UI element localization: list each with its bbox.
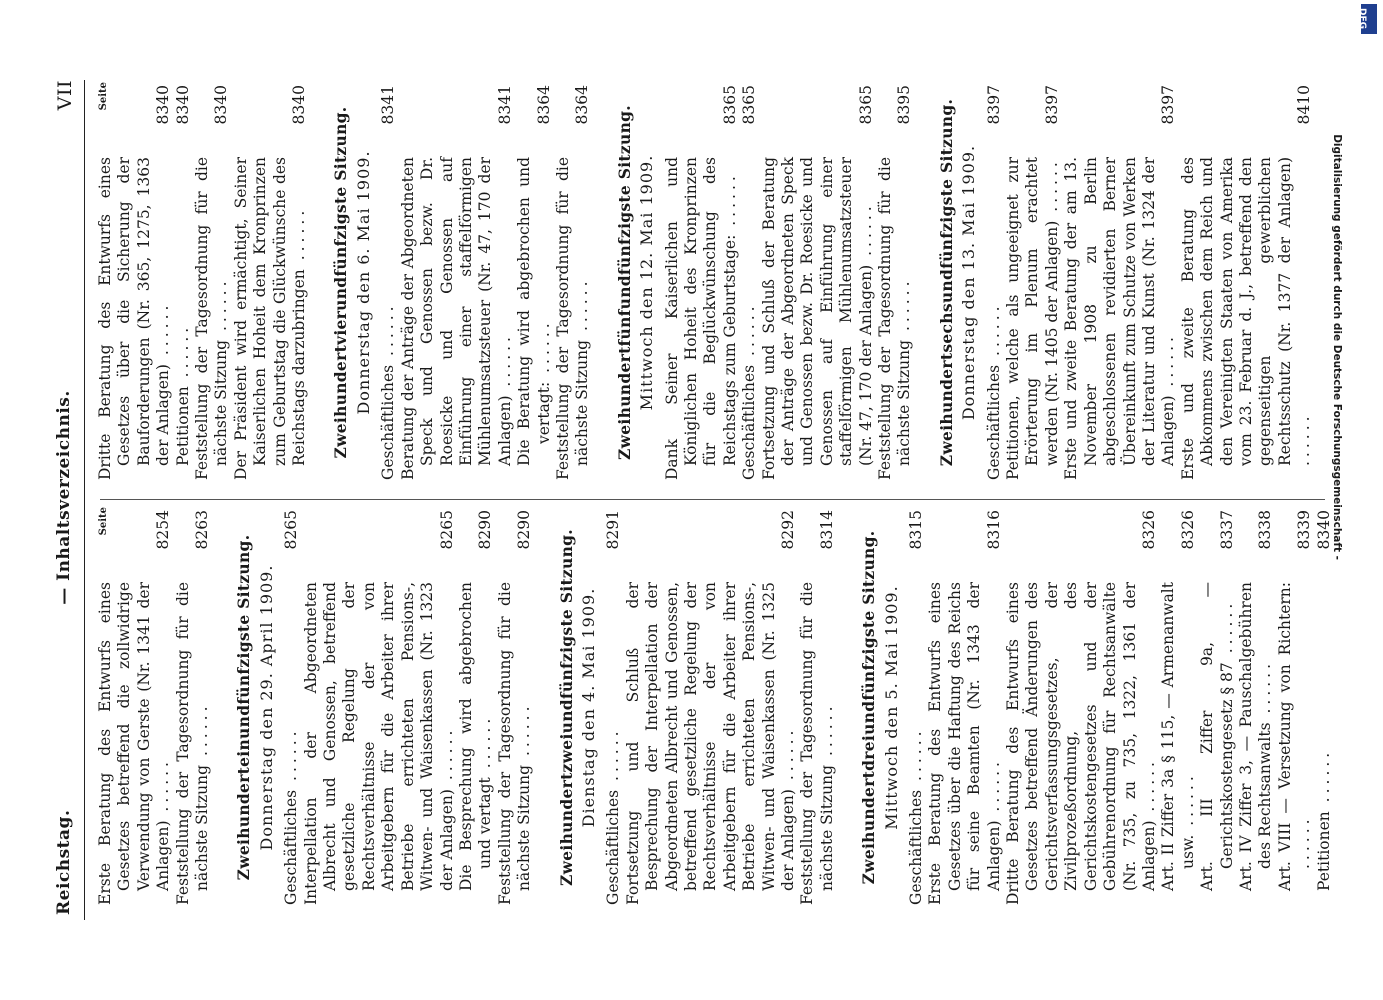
leader-dots: ...... [1217,599,1236,663]
leader-dots: ...... [573,277,592,340]
entry-text: Erste und zweite Beratung der am 13. November 1908 zu Berlin abgeschlossenen revidierten Berner Übereinkunft zum Schutze von Werken der Literatur und Kunst (Nr. 1324 der Anlagen) ...... [1062,157,1178,480]
leader-dots: ...... [154,758,173,821]
entry-page-number: 8316 [984,510,1003,550]
leader-dots: ...... [856,202,875,265]
toc-entry [798,510,837,905]
entry-text: Art. II Ziffer 3a § 115, — Armenanwalt usw. ...... [1159,582,1197,891]
session-date: Mittwoch den 5. Mai 1909. [881,585,901,830]
toc-entry [96,85,174,480]
toc-entry [282,510,301,905]
leader-dots: ...... [779,726,797,790]
entry-page-number: 8326 [1139,510,1158,550]
entry-page-number: 8340 [173,85,192,125]
session-title: Zweihundertzweiundfünfzigste Sitzung. [556,529,576,886]
toc-entry [96,510,174,905]
seite-label: Seite [98,507,109,536]
entry-page-number: 8365 [856,85,875,125]
session-title: Zweihundertdreiundfünfzigste Sitzung. [859,530,879,885]
toc-entry [379,85,398,480]
entry-page-number: 8397 [1159,85,1178,125]
entry-page-number: 8410 [1295,85,1314,125]
entry-page-number: 8397 [1042,85,1061,125]
toc-entry [1159,510,1198,905]
entry-page-number: 8364 [534,85,553,125]
entry-text: Fortsetzung und Schluß der Besprechung der Interpellation der Abgeordneten Albrecht und Genossen, betreffend gesetzliche Regelung der Rechtsverhältnisse der von Arbeitgebern für die Arbeiter ihrer Betriebe errichteten Pensions-, Witwen- und Waisenkassen (Nr. 1325 der Anlagen) ...... [623,582,797,905]
toc-entry [1004,510,1159,905]
page-number: VII [54,80,76,111]
session-date: Donnerstag den 13. Mai 1909. [959,144,979,421]
leader-dots: ...... [907,727,926,790]
entry-text: Interpellation der Abgeordneten Albrecht und Genossen, betreffend gesetzliche Regelung der Rechtsverhältnisse der von Arbeitgebern für die Arbeiter ihrer Betriebe errichteten Pensions-, Witwen- und Waisenkassen (Nr. 1323 der Anlagen) ...... [301,582,456,905]
session-date: Mittwoch den 12. Mai 1909. [637,154,657,411]
entry-text: Erste Beratung des Entwurfs eines Gesetzes betreffend die zollwidrige Verwendung von Gerste (Nr. 1341 der Anlagen) ...... [96,582,173,905]
entry-text: Feststellung der Tagesordnung für die nächste Sitzung ...... [553,157,592,480]
toc-entry [1198,510,1237,905]
entry-page-number: 8314 [817,510,836,550]
leader-dots: ...... [495,333,514,396]
leader-dots: ...... [1295,412,1314,466]
entry-text: Geschäftliches ...... [740,302,759,480]
entry-page-number: 8292 [779,510,797,550]
entry-text: Feststellung der Tagesordnung für die nächste Sitzung ...... [173,582,212,905]
entry-page-number: 8365 [740,85,759,125]
leader-dots: ...... [1314,748,1333,812]
session-title: Zweihunderteinundfünfzigste Sitzung. [234,534,254,881]
footer-credit: Digitalisierung gefördert durch die Deutsche Forschungsgemeinschaft - [1331,134,1343,560]
leader-dots: ...... [154,301,173,365]
toc-entry [554,85,593,480]
toc-entry [1179,85,1315,480]
entry-text: Erste und zweite Beratung des Abkommens zwischen dem Reich und den Vereinigten Staaten von Amerika vom 23. Februar d. J., betreffend den gegenseitigen gewerblichen Rechtsschutz (Nr. 1377 der Anlagen) ...... [1178,157,1314,480]
column-left [96,507,1334,905]
toc-entry [1237,510,1276,905]
leader-dots: ...... [515,702,534,765]
toc-entry [399,85,515,480]
entry-page-number: 8364 [573,85,592,125]
entry-page-number: 8338 [1256,510,1275,550]
toc-entry [907,510,926,905]
entry-page-number: 8291 [604,510,623,550]
seite-label: Seite [98,82,109,111]
entry-text: Erste Beratung des Entwurfs eines Gesetzes über die Haftung des Reichs für seine Beamten (Nr. 1343 der Anlagen) ...... [926,582,1003,905]
leader-dots: ...... [984,302,1003,365]
leader-dots: ...... [984,758,1003,821]
entry-text: Die Beratung wird abgebrochen und vertagt: ...... [515,157,553,466]
entry-page-number: 8340 [290,85,309,125]
leader-dots: ...... [604,727,623,790]
leader-dots: ...... [173,323,192,387]
leader-dots: ...... [379,302,398,365]
session-date: Dienstag den 4. Mai 1909. [578,587,598,828]
toc-entry [193,85,232,480]
toc-entry [302,510,457,905]
entry-page-number: 8340 [1314,510,1333,550]
entry-page-number: 8254 [154,510,173,550]
entry-text: Geschäftliches ...... [907,727,926,905]
toc-entry [174,510,213,905]
entry-page-number: 8341 [495,85,514,125]
page-header [54,80,78,915]
entry-page-number: 8337 [1217,510,1236,550]
entry-page-number: 8326 [1178,510,1197,550]
column-right [96,82,1315,480]
leader-dots: ...... [290,206,309,270]
header-left: Reichstag. [54,809,74,915]
entry-text: Beratung der Anträge der Abgeordneten Speck und Genossen bezw. Dr. Roesicke und Genossen auf Einführung einer staffelförmigen Mühlenumsatzsteuer (Nr. 47, 170 der Anlagen) ...... [398,157,514,480]
leader-dots: ...... [476,714,495,778]
entry-text: Art. III Ziffer 9a, — Gerichtskostengesetz § 87 ...... [1198,582,1236,891]
entry-page-number: 8341 [379,85,398,125]
entry-text: Geschäftliches ...... [282,727,301,905]
entry-text: Fortsetzung und Schluß der Beratung der Anträge der Abgeordneten Speck und Genossen bezw. Dr. Roesicke und Genossen auf Einführung einer staffelförmigen Mühlenumsatzsteuer (Nr. 47, 170 der Anlagen) ...... [759,157,875,480]
leader-dots: ...... [193,702,212,765]
entry-page-number: 8365 [720,85,739,125]
toc-entry [232,85,310,480]
session-date: Donnerstag den 6. Mai 1909. [353,150,373,415]
toc-entry [624,510,799,905]
entry-page-number: 8339 [1295,510,1314,550]
entry-text: Petitionen ...... [1314,748,1333,891]
leader-dots: ...... [720,172,739,235]
toc-entry [457,510,496,905]
entry-text: Dritte Beratung des Entwurfs eines Gesetzes über die Sicherung der Bauforderungen (Nr. 365, 1275, 1363 der Anlagen) ...... [96,157,173,480]
dfg-logo: DFG [1361,4,1377,34]
column-divider [100,499,1325,500]
toc-entry [174,85,193,480]
entry-text: Petitionen ...... [173,323,192,466]
entry-text: Petitionen, welche als ungeeignet zur Erörterung im Plenum erachtet werden (Nr. 1405 der Anlagen) ...... [1004,157,1061,480]
toc-entry [740,85,759,480]
entry-text: Der Präsident wird ermächtigt, Seiner Kaiserlichen Hoheit dem Kronprinzen zum Geburtstag die Glückwünsche des Reichstags darzubringen ...... [231,157,309,480]
toc-entry [1315,510,1334,905]
toc-entry [496,510,535,905]
header-center: — Inhaltsverzeichnis. [54,390,74,605]
toc-entry [663,85,741,480]
leader-dots: ...... [740,302,759,365]
leader-dots: ...... [534,319,553,382]
entry-page-number: 8340 [154,85,173,125]
entry-page-number: 8290 [515,510,534,550]
entry-page-number: 8265 [282,510,301,550]
leader-dots: ...... [1139,758,1158,821]
session-title: Zweihundertsechsundfünfzigste Sitzung. [936,98,956,467]
toc-entry [604,510,623,905]
toc-entry [1062,85,1178,480]
session-date: Donnerstag den 29. April 1909. [256,564,276,851]
leader-dots: ...... [212,277,231,340]
entry-text: Art. IV Ziffer 3, — Pauschalgebühren des Rechtsanwalts ...... [1236,582,1275,891]
toc-entry [985,85,1004,480]
entry-text: Geschäftliches ...... [379,302,398,480]
entry-page-number: 8265 [437,510,456,550]
leader-dots: ...... [282,727,301,790]
entry-page-number: 8395 [895,85,914,125]
toc-entry [1276,510,1315,905]
leader-dots: ...... [1256,659,1275,723]
session-title: Zweihundertvierundfünfzigste Sitzung. [331,106,351,459]
entry-page-number: 8340 [212,85,231,125]
entry-text: Die Besprechung wird abgebrochen und vertagt ...... [456,582,495,891]
leader-dots: ...... [1178,772,1197,835]
header-rule [84,80,85,920]
leader-dots: ...... [1159,333,1178,396]
entry-text: Feststellung der Tagesordnung für die nächste Sitzung ...... [193,157,231,480]
toc-entry [926,510,1004,905]
session-title: Zweihundertfünfundfünfzigste Sitzung. [614,105,634,460]
entry-text: Feststellung der Tagesordnung für die nächste Sitzung ...... [495,582,534,905]
leader-dots: ...... [817,702,836,765]
entry-page-number: 8315 [907,510,926,550]
entry-page-number: 8397 [984,85,1003,125]
entry-page-number: 8290 [476,510,495,550]
entry-text: Geschäftliches ...... [984,302,1003,480]
entry-text: Feststellung der Tagesordnung für die nächste Sitzung ...... [798,582,836,905]
toc-entry [515,85,554,480]
entry-text: Art. VIII — Versetzung von Richtern: ...... [1275,582,1314,891]
toc-entry [1004,85,1062,480]
leader-dots: ...... [437,726,456,790]
leader-dots: ...... [1042,158,1061,221]
leader-dots: ...... [895,277,914,340]
leader-dots: ...... [1295,815,1314,869]
entry-text: Feststellung der Tagesordnung für die nächste Sitzung ...... [876,157,914,480]
toc-entry [876,85,915,480]
entry-text: Geschäftliches ...... [604,727,623,905]
entry-text: Dank Seiner Kaiserlichen und Königlichen Hoheit des Kronprinzen für die Beglückwünschung des Reichstags zum Geburtstage: ...... [662,157,739,480]
entry-page-number: 8263 [193,510,212,550]
entry-text: Dritte Beratung des Entwurfs eines Gesetzes betreffend Änderungen des Gerichtsverfassungsgesetzes, der Zivilprozeßordnung, des Gerichtskostengesetzes und der Gebührenordnung für Rechtsanwälte (Nr. 735, zu 735, 1322, 1361 der Anlagen) ...... [1004,582,1158,905]
toc-entry [760,85,876,480]
